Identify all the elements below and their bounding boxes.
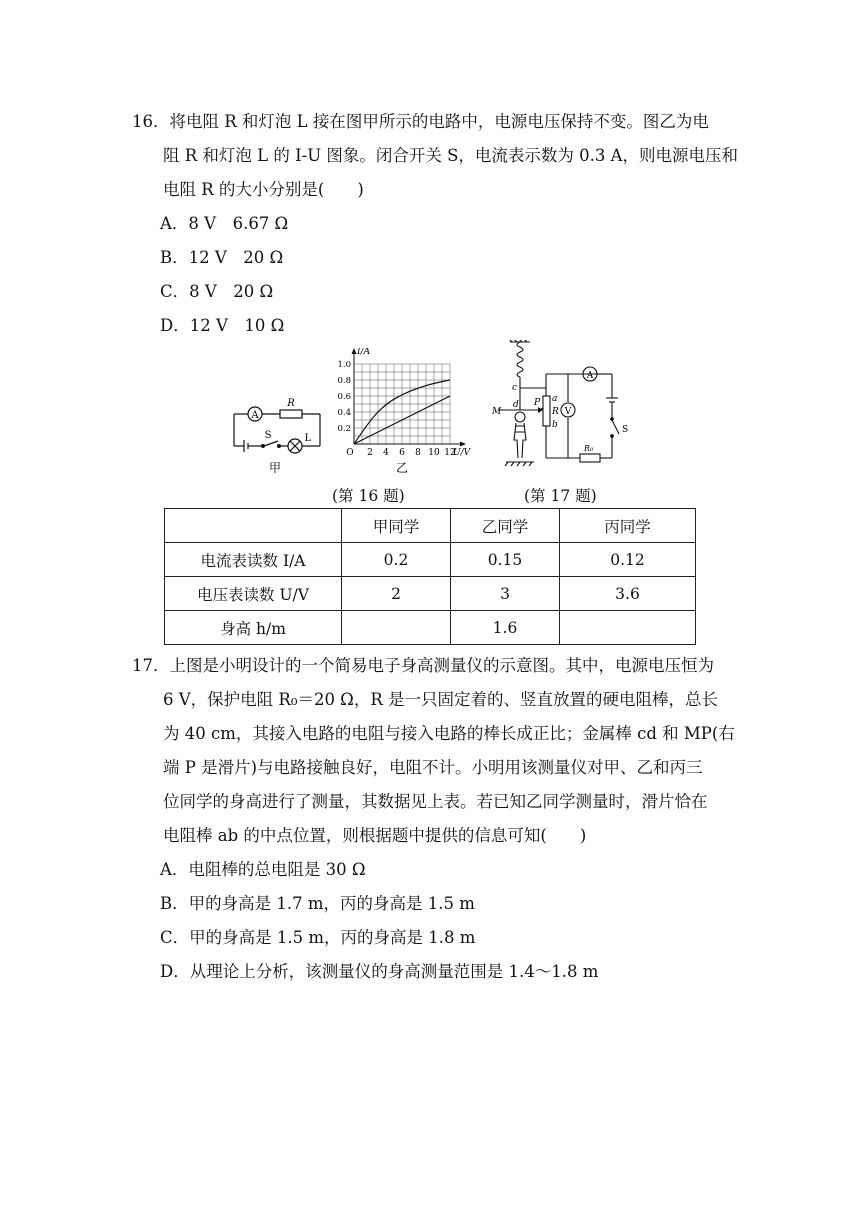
table-header-cell: 丙同学 (560, 509, 696, 543)
table-header-cell (165, 509, 342, 543)
label-r: R (552, 407, 559, 417)
label-m: M (492, 407, 502, 417)
x-tick-label: 12 (444, 448, 456, 458)
label-ammeter: A (586, 371, 594, 381)
circuit-diagram-jia (228, 390, 328, 476)
x-tick-label: O (346, 448, 354, 458)
label-d: d (513, 400, 519, 410)
q17-line-1: 17．上图是小明设计的一个简易电子身高测量仪的示意图。其中，电源电压恒为 (132, 656, 714, 675)
q17-line-5: 位同学的身高进行了测量，其数据见上表。若已知乙同学测量时，滑片恰在 (163, 792, 708, 811)
table-cell (560, 611, 696, 645)
table-cell (342, 611, 451, 645)
x-tick-label: 4 (383, 448, 389, 458)
x-tick-label: 10 (428, 448, 440, 458)
q17-line-4: 端 P 是滑片)与电路接触良好，电阻不计。小明用该测量仪对甲、乙和丙三 (163, 758, 703, 777)
q17-option-b: B．甲的身高是 1.7 m，丙的身高是 1.5 m (160, 894, 475, 913)
table-header-row (165, 509, 696, 543)
q16-line-1: 16．将电阻 R 和灯泡 L 接在图甲所示的电路中，电源电压保持不变。图乙为电 (132, 112, 709, 131)
x-tick-label: 2 (367, 448, 373, 458)
table-cell: 3 (451, 577, 560, 611)
q16-line-2: 阻 R 和灯泡 L 的 I-U 图象。闭合开关 S，电流表示数为 0.3 A，则电源电压和 (163, 146, 739, 165)
q17-option-c: C．甲的身高是 1.5 m，丙的身高是 1.8 m (160, 928, 476, 947)
y-axis-arrow (352, 348, 357, 354)
table-cell: 电压表读数 U/V (165, 577, 342, 611)
q17-line-3: 为 40 cm，其接入电路的电阻与接入电路的棒长成正比；金属棒 cd 和 MP(右 (163, 724, 735, 743)
table-header-cell: 乙同学 (451, 509, 560, 543)
table-cell: 2 (342, 577, 451, 611)
label-switch: S (622, 425, 629, 435)
q17-option-a: A．电阻棒的总电阻是 30 Ω (160, 860, 366, 879)
table-header-cell: 甲同学 (342, 509, 451, 543)
table-row (165, 577, 696, 611)
label-c: c (512, 383, 518, 393)
q16-option-c: C．8 V 20 Ω (160, 282, 274, 301)
resistor-label: R (287, 398, 295, 409)
x-tick-label: 8 (415, 448, 421, 458)
q16-line-3: 电阻 R 的大小分别是( ) (163, 180, 364, 199)
y-tick-label: 1.0 (337, 360, 351, 370)
caption-q17: (第 17 题) (524, 487, 597, 505)
lamp-label: L (304, 433, 312, 444)
x-tick-label: 6 (399, 448, 405, 458)
y-tick-label: 0.2 (337, 424, 351, 434)
measurement-table (164, 508, 696, 645)
table-row (165, 611, 696, 645)
q17-option-d: D．从理论上分析，该测量仪的身高测量范围是 1.4～1.8 m (160, 962, 599, 981)
table-cell: 0.15 (451, 543, 560, 577)
table-cell: 身高 h/m (165, 611, 342, 645)
table-cell: 电流表读数 I/A (165, 543, 342, 577)
q17-line-2: 6 V，保护电阻 R₀＝20 Ω，R 是一只固定着的、竖直放置的硬电阻棒，总长 (163, 690, 719, 709)
figure-jia-label: 甲 (268, 461, 282, 475)
switch-label: S (264, 430, 272, 441)
y-tick-label: 0.8 (337, 376, 351, 386)
q16-option-a: A．8 V 6.67 Ω (160, 214, 289, 233)
table-cell: 0.12 (560, 543, 696, 577)
ammeter-label: A (251, 410, 259, 421)
label-r0: R₀ (584, 444, 594, 453)
figure-yi-label: 乙 (395, 461, 409, 475)
height-meter-diagram (492, 340, 642, 478)
y-tick-label: 0.4 (337, 408, 351, 418)
q16-option-d: D．12 V 10 Ω (160, 316, 285, 335)
table-cell: 0.2 (342, 543, 451, 577)
label-a: a (552, 394, 558, 404)
y-tick-label: 0.6 (337, 392, 351, 402)
x-axis-label: U/V (453, 448, 471, 458)
label-p: P (534, 398, 541, 408)
q17-line-6: 电阻棒 ab 的中点位置，则根据题中提供的信息可知( ) (163, 826, 587, 845)
label-b: b (552, 420, 558, 430)
table-cell: 3.6 (560, 577, 696, 611)
table-cell: 1.6 (451, 611, 560, 645)
q16-option-b: B．12 V 20 Ω (160, 248, 284, 267)
y-axis-label: I/A (357, 348, 371, 357)
label-voltmeter: V (564, 407, 572, 417)
caption-q16: (第 16 题) (332, 487, 405, 505)
table-row (165, 543, 696, 577)
iu-chart (332, 348, 472, 476)
x-axis-arrow (460, 442, 466, 447)
chart-grid (354, 364, 450, 444)
